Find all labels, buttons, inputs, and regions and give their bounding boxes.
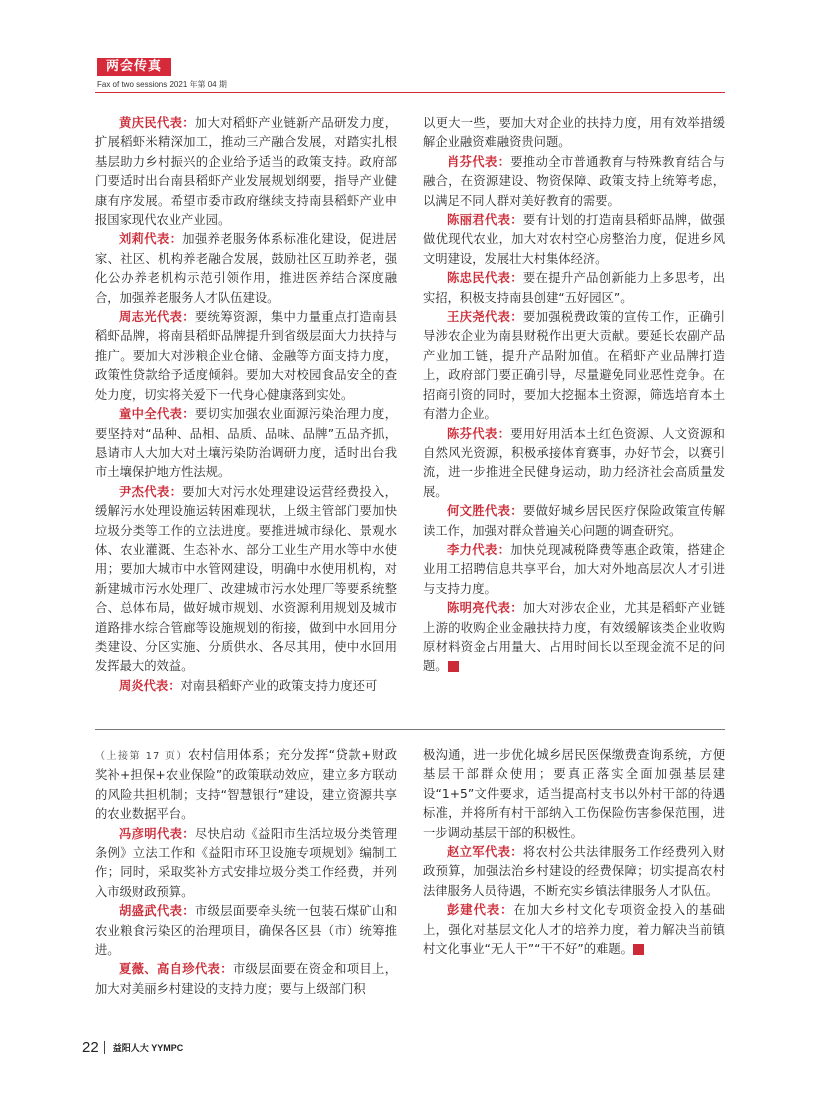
speaker-name: 童中全代表： [119, 407, 195, 422]
statement-text: 要加强税费政策的宣传工作，正确引导涉农企业为南县财税作出更大贡献。要延长农副产品产业加工链，提升产品附加值。在稻虾产业品牌打造上，政府部门要正确引导，尽量避免同业恶性竞争。在招商引资的同时，要加大挖掘本土资源，筛选培育本土有潜力企业。 [423, 310, 725, 422]
end-mark-icon: 人 [633, 944, 644, 955]
bottom-left-column [95, 746, 397, 999]
statement [95, 825, 397, 903]
statement [423, 211, 725, 269]
statement [95, 230, 397, 308]
statement-text: 尽快启动《益阳市生活垃圾分类管理条例》立法工作和《益阳市环卫设施专项规划》编制工作；同时，采取奖补方式安排垃圾分类工作经费，并列入市级财政预算。 [95, 826, 397, 899]
statement-text: 加强养老服务体系标准化建设，促进居家、社区、机构养老融合发展，鼓励社区互助养老，强化公办养老机构示范引领作用，推进医养结合深度融合，加强养老服务人才队伍建设。 [95, 232, 397, 305]
speaker-name: 陈忠民代表： [447, 271, 523, 286]
speaker-name: 何文胜代表： [447, 504, 523, 519]
speaker-name: 王庆尧代表： [447, 310, 523, 325]
speaker-name: 刘莉代表： [119, 232, 183, 247]
statement-text: 在加大乡村文化专项资金投入的基础上，强化对基层文化人才的培养力度，着力解决当前镇村文化事业“无人干”“干不好”的难题。 [423, 903, 725, 957]
continued-text: 极沟通，进一步优化城乡居民医保缴费查询系统，方便基层干部群众使用；要真正落实全面加强基层建设“1+5”文件要求，适当提高村支书以外村干部的待遇标准，并将所有村干部纳入工伤保险伤害参保范围，进一步调动基层干部的积极性。 [423, 748, 725, 840]
statement [423, 843, 725, 901]
statement [95, 902, 397, 960]
statement [95, 114, 397, 230]
statement [95, 483, 397, 677]
speaker-name: 李力代表： [447, 542, 511, 557]
statement [423, 308, 725, 424]
statement [95, 677, 397, 696]
speaker-name: 赵立军代表： [447, 845, 523, 860]
statement-text: 对南县稻虾产业的政策支持力度还可 [180, 678, 378, 693]
speaker-name: 彭建代表： [447, 903, 514, 918]
statement [95, 405, 397, 483]
page-number: 22 [82, 1038, 99, 1056]
statement [423, 901, 725, 959]
statement [423, 425, 725, 503]
statement [95, 308, 397, 405]
issue-subtitle: Fax of two sessions 2021 年第 04 期 [97, 80, 227, 89]
statement [423, 541, 725, 599]
bottom-right-column [423, 746, 725, 959]
statement-text: 要有计划的打造南县稻虾品牌，做强做优现代农业，加大对农村空心房整治力度，促进乡风文明建设，发展壮大村集体经济。 [423, 213, 725, 266]
statement-text: 要用好用活本土红色资源、人文资源和自然风光资源，积极承接体育赛事，办好节会，以赛引流，进一步推进全民健身运动，助力经济社会高质量发展。 [423, 426, 725, 499]
statement-text: 要推动全市普通教育与特殊教育结合与融合，在资源建设、物资保障、政策支持上统筹考虑，以满足不同人群对美好教育的需要。 [423, 154, 725, 208]
statement-text: 要在提升产品创新能力上多思考，出实招，积极支持南县创建“五好园区”。 [423, 271, 725, 305]
statement-text: 市级层面要牵头统一包装石煤矿山和农业粮食污染区的治理项目，确保各区县（市）统筹推进。 [95, 904, 397, 958]
statement-text: 加大对涉农企业，尤其是稻虾产业链上游的收购企业金融扶持力度，有效缓解该类企业收购原材料资金占用量大、占用时间长以至现金流不足的问题。 [423, 601, 725, 674]
end-mark-icon: 人 [448, 661, 459, 672]
speaker-name: 尹杰代表： [119, 484, 183, 499]
speaker-name: 胡盛武代表： [119, 904, 195, 919]
footer-separator [104, 1041, 105, 1054]
statement-text: 要统筹资源，集中力量重点打造南县稻虾品牌，将南县稻虾品牌提升到省级层面大力扶持与推广。要加大对涉粮企业仓储、金融等方面支持力度，政策性贷款给予适度倾斜。要加大对校园食品安全的查处力度，切实将关爱下一代身心健康落到实处。 [95, 310, 397, 402]
section-tag: 两会传真 [97, 58, 171, 76]
continued-paragraph [95, 746, 397, 825]
continued-text: 农村信用体系；充分发挥“贷款+财政奖补+担保+农业保险”的政策联动效应，建立多方联动的风险共担机制；支持“智慧银行”建设，建立资源共享的农业数据平台。 [95, 748, 397, 822]
statement-text: 要切实加强农业面源污染治理力度，要坚持对“品种、品相、品质、品味、品牌”五品齐抓，恳请市人大加大对土壤污染防治调研力度，适时出台我市土壤保护地方性法规。 [95, 407, 397, 480]
statement [95, 960, 397, 999]
top-left-column [95, 114, 397, 696]
speaker-name: 陈芬代表： [447, 426, 511, 441]
continued-text: 以更大一些，要加大对企业的扶持力度，用有效举措缓解企业融资难融资贵问题。 [423, 116, 725, 150]
section-divider [95, 729, 725, 730]
statement-text: 将农村公共法律服务工作经费列入财政预算，加强法治乡村建设的经费保障；切实提高农村法律服务人员待遇，不断充实乡镇法律服务人才队伍。 [423, 845, 725, 898]
statement-text: 要加大对污水处理建设运营经费投入，缓解污水处理设施运转困难现状，上级主管部门要加快垃圾分类等工作的立法进度。要推进城市绿化、景观水体、农业灌溉、生态补水、部分工业生产用水等中水使用；要加大城市中水管网建设，明确中水使用机构，对新建城市污水处理厂、改建城市污水处理厂等要系统整合、总体布局，做好城市规划、水资源利用规划及城市道路排水综合管廊等设施规划的衔接，做到中水回用分类建设、分区实施、分质供水、各尽其用，使中水回用发挥最大的效益。 [95, 484, 397, 674]
statement [423, 269, 725, 308]
statement [423, 599, 725, 677]
statement [423, 153, 725, 211]
page-footer [82, 1037, 183, 1057]
speaker-name: 陈明亮代表： [447, 601, 523, 616]
statement-text: 加快兑现减税降费等惠企政策，搭建企业用工招聘信息共享平台，加大对外地高层次人才引进与支持力度。 [423, 542, 725, 596]
speaker-name: 周志光代表： [119, 310, 195, 325]
header-rule [95, 92, 725, 93]
statement-text: 要做好城乡居民医疗保险政策宣传解读工作，加强对群众普遍关心问题的调查研究。 [423, 504, 725, 538]
top-right-column [423, 114, 725, 677]
speaker-name: 冯彦明代表： [119, 826, 195, 841]
statement-text: 加大对稻虾产业链新产品研发力度，扩展稻虾米精深加工，推动三产融合发展，对踏实扎根基层助力乡村振兴的企业给予适当的政策支持。政府部门要适时出台南县稻虾产业发展规划纲要，指导产业健康有序发展。希望市委市政府继续支持南县稻虾产业申报国家现代农业产业园。 [95, 116, 397, 228]
speaker-name: 夏薇、高自珍代表： [119, 962, 233, 977]
speaker-name: 周炎代表： [119, 678, 181, 693]
speaker-name: 肖芬代表： [447, 154, 511, 169]
magazine-name: 益阳人大 YYMPC [112, 1042, 184, 1053]
continued-from-label: （上接第 17 页） [95, 751, 189, 762]
speaker-name: 陈丽君代表： [447, 213, 523, 228]
speaker-name: 黄庆民代表： [119, 116, 195, 130]
statement [423, 502, 725, 541]
statement-text: 市级层面要在资金和项目上，加大对美丽乡村建设的支持力度；要与上级部门积 [95, 962, 397, 996]
